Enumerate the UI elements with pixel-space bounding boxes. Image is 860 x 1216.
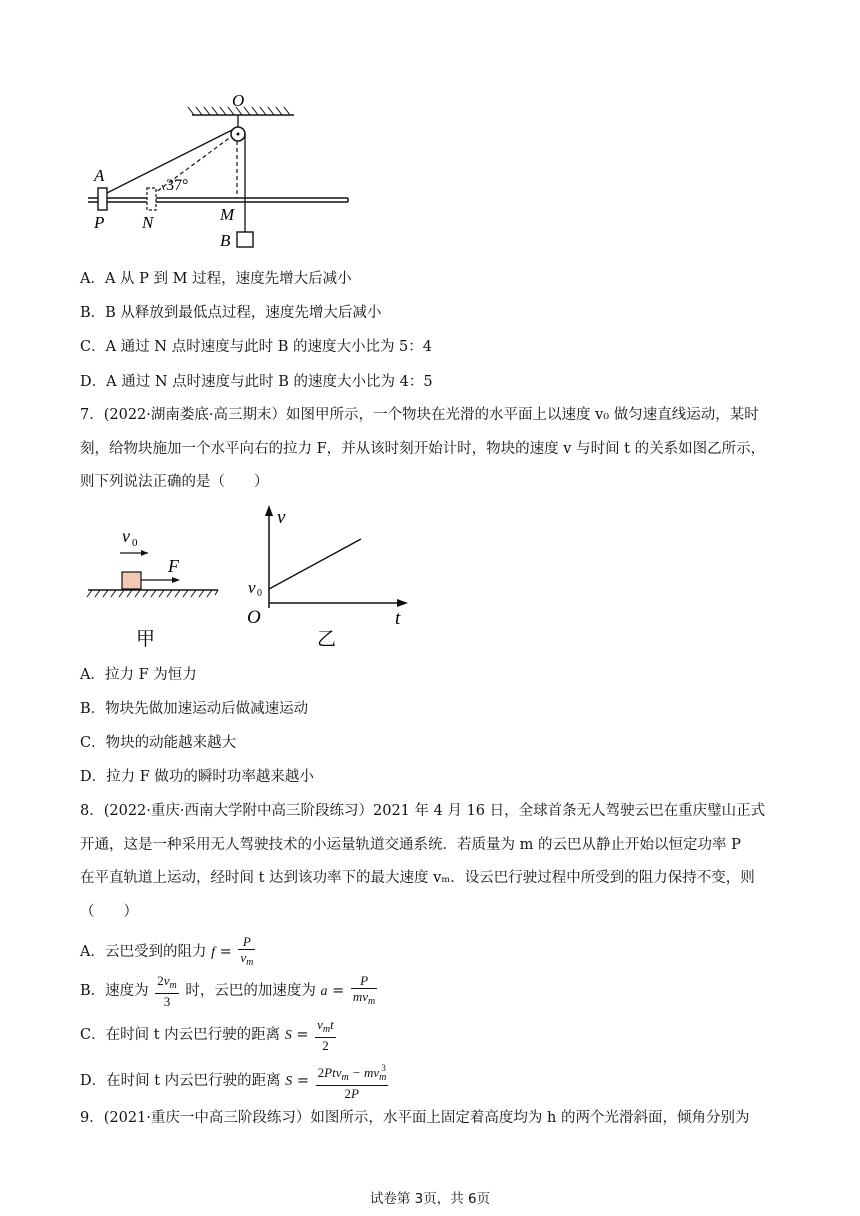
q8-option-a[interactable]: A．云巴受到的阻力 f = $\frac{P}{v_m}$ [80,934,254,968]
q8-option-d[interactable]: D．在时间 t 内云巴行驶的距离 S = $\frac{2Ptv_m - mv_m^3}{2P}$ [80,1063,387,1101]
label-b: B [220,231,231,250]
label-p: P [94,213,105,232]
q8-option-b[interactable]: B．速度为 $\frac{2v_m}{3}$ 时，云巴的加速度为 a = $\frac{P}{mv_m}$ [80,973,376,1009]
svg-text:0: 0 [257,588,262,599]
block [122,572,141,589]
label-m: M [220,205,235,224]
figure-yi-vt-graph [240,500,415,660]
q7-option-b[interactable]: B．物块先做加速运动后做减速运动 [80,701,309,717]
q7-option-c[interactable]: C．物块的动能越来越大 [80,735,237,751]
q6-option-b[interactable]: B．B 从释放到最低点过程，速度先增大后减小 [80,305,382,321]
q7-option-a[interactable]: A．拉力 F 为恒力 [80,667,197,683]
q6-option-c[interactable]: C．A 通过 N 点时速度与此时 B 的速度大小比为 5：4 [80,339,433,355]
svg-text:乙: 乙 [317,629,337,650]
svg-text:O: O [247,607,261,628]
label-a: A [94,166,105,185]
figure-jia [82,520,227,655]
q7-stem-line3: 则下列说法正确的是（ ） [80,474,269,490]
q7-stem-line2: 刻，给物块施加一个水平向右的拉力 F，并从该时刻开始计时，物块的速度 v 与时间 t 的关系如图乙所示， [80,441,766,457]
q7-stem-line1: 7．(2022·湖南娄底·高三期末）如图甲所示，一个物块在光滑的水平面上以速度 v₀ 做匀速直线运动，某时 [80,407,759,423]
q6-option-a[interactable]: A．A 从 P 到 M 过程，速度先增大后减小 [80,271,352,287]
block-b [237,232,253,247]
page-footer: 试卷第 3页，共 6页 [369,1191,491,1207]
svg-text:t: t [395,608,401,629]
vt-line [269,539,361,589]
q8-stem-line1: 8．(2022·重庆·西南大学附中高三阶段练习）2021 年 4 月 16 日，全球首条无人驾驶云巴在重庆璧山正式 [80,803,766,819]
svg-text:0: 0 [132,537,138,549]
label-o: O [232,92,245,110]
label-angle: 37° [166,177,189,194]
q8-option-c[interactable]: C．在时间 t 内云巴行驶的距离 S = $\frac{v_mt}{2}$ [80,1017,334,1053]
svg-text:F: F [168,556,179,576]
q8-stem-line3: 在平直轨道上运动，经时间 t 达到该功率下的最大速度 vₘ．设云巴行驶过程中所受到的阻力保持不变，则 [80,870,755,886]
label-n: N [142,213,154,232]
svg-text:v: v [277,507,286,528]
q8-stem-line2: 开通，这是一种采用无人驾驶技术的小运量轨道交通系统．若质量为 m 的云巴从静止开始以恒定功率 P [80,837,741,853]
svg-text:v: v [122,526,130,546]
q6-option-d[interactable]: D．A 通过 N 点时速度与此时 B 的速度大小比为 4：5 [80,374,433,390]
q7-option-d[interactable]: D．拉力 F 做功的瞬时功率越来越小 [80,769,314,785]
block-n [147,188,156,210]
svg-text:甲: 甲 [136,629,156,650]
svg-text:v: v [248,578,256,597]
q8-stem-line4: （ ） [80,904,138,920]
q9-stem-line1: 9．(2021·重庆一中高三阶段练习）如图所示，水平面上固定着高度均为 h 的两个光滑斜面，倾角分别为 [80,1110,750,1126]
pulley-figure [82,92,357,252]
block-a [98,188,107,210]
